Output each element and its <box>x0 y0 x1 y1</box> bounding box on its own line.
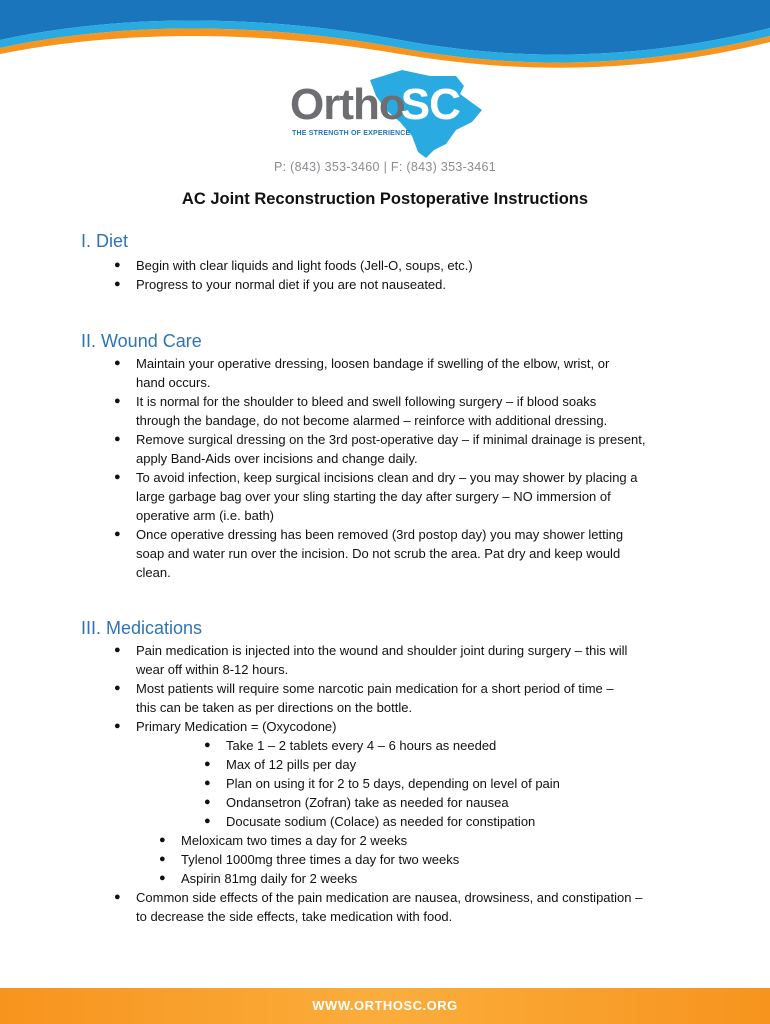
wound-care-item <box>114 468 696 525</box>
medication-text-line: wear off within 8-12 hours. <box>136 662 289 677</box>
medications-list <box>114 641 696 736</box>
wound-care-item <box>114 354 696 392</box>
wound-care-text-line: apply Band-Aids over incisions and change daily. <box>136 451 418 466</box>
bullet-icon: ● <box>159 834 166 846</box>
footer-bar <box>0 988 770 1024</box>
diet-text-line: Begin with clear liquids and light foods (Jell-O, soups, etc.) <box>136 258 473 273</box>
bullet-icon: ● <box>204 758 211 770</box>
wound-care-text-line: operative arm (i.e. bath) <box>136 508 275 523</box>
wound-care-text-line: soap and water run over the incision. Do not scrub the area. Pat dry and keep would <box>136 546 621 561</box>
wound-care-text-line: large garbage bag over your sling starting the day after surgery – NO immersion of <box>136 489 611 504</box>
bullet-icon: ● <box>204 815 211 827</box>
other-medication-text-line: Tylenol 1000mg three times a day for two weeks <box>181 852 460 867</box>
primary-medication-item <box>204 793 696 812</box>
wound-care-text-line: through the bandage, do not become alarmed – reinforce with additional dressing. <box>136 413 608 428</box>
wound-care-list <box>114 354 696 582</box>
diet-text-line: Progress to your normal diet if you are not nauseated. <box>136 277 447 292</box>
primary-medication-item <box>204 755 696 774</box>
footer-website-link[interactable]: WWW.ORTHOSC.ORG <box>312 998 458 1013</box>
medication-text-line: this can be taken as per directions on the bottle. <box>136 700 413 715</box>
side-effects-item <box>114 888 696 926</box>
bullet-icon: ● <box>114 433 121 445</box>
diet-item <box>114 256 696 275</box>
other-medications-list <box>159 831 681 888</box>
primary-medication-text-line: Max of 12 pills per day <box>226 757 357 772</box>
primary-medication-text-line: Ondansetron (Zofran) take as needed for nausea <box>226 795 509 810</box>
bullet-icon: ● <box>114 682 121 694</box>
bullet-icon: ● <box>204 796 211 808</box>
wound-care-text-line: Once operative dressing has been removed (3rd postop day) you may shower letting <box>136 527 624 542</box>
bullet-icon: ● <box>114 644 121 656</box>
side-effects-text-line: to decrease the side effects, take medication with food. <box>136 909 453 924</box>
bullet-icon: ● <box>114 278 121 290</box>
diet-list <box>114 256 696 294</box>
primary-medication-text-line: Plan on using it for 2 to 5 days, depending on level of pain <box>226 776 560 791</box>
bullet-icon: ● <box>114 395 121 407</box>
medication-text-line: Primary Medication = (Oxycodone) <box>136 719 337 734</box>
medication-item <box>114 717 696 736</box>
logo-tagline: THE STRENGTH OF EXPERIENCE <box>292 130 411 137</box>
wound-care-text-line: Maintain your operative dressing, loosen bandage if swelling of the elbow, wrist, or <box>136 356 610 371</box>
logo-wordmark: OrthoSC <box>290 80 460 129</box>
section-heading-medications: III. Medications <box>81 618 203 638</box>
bullet-icon: ● <box>114 259 121 271</box>
primary-medication-item <box>204 774 696 793</box>
orthosc-logo <box>288 66 488 162</box>
diet-item <box>114 275 696 294</box>
bullet-icon: ● <box>114 471 121 483</box>
wound-care-text-line: It is normal for the shoulder to bleed and swell following surgery – if blood soaks <box>136 394 597 409</box>
other-medication-text-line: Aspirin 81mg daily for 2 weeks <box>181 871 358 886</box>
section-heading-wound-care: II. Wound Care <box>81 331 202 351</box>
wound-care-item <box>114 525 696 582</box>
bullet-icon: ● <box>114 357 121 369</box>
bullet-icon: ● <box>159 853 166 865</box>
medication-item <box>114 679 696 717</box>
bullet-icon: ● <box>204 777 211 789</box>
wound-care-text-line: hand occurs. <box>136 375 211 390</box>
wound-care-text-line: clean. <box>136 565 171 580</box>
other-medication-item <box>159 831 681 850</box>
side-effects-text-line: Common side effects of the pain medication are nausea, drowsiness, and constipation – <box>136 890 643 905</box>
wound-care-text-line: Remove surgical dressing on the 3rd post-operative day – if minimal drainage is present, <box>136 432 646 447</box>
wound-care-text-line: To avoid infection, keep surgical incisions clean and dry – you may shower by placing a <box>136 470 638 485</box>
other-medication-text-line: Meloxicam two times a day for 2 weeks <box>181 833 408 848</box>
other-medication-item <box>159 850 681 869</box>
contact-info: P: (843) 353-3460 | F: (843) 353-3461 <box>273 160 497 174</box>
medication-item <box>114 641 696 679</box>
primary-medication-item <box>204 736 696 755</box>
bullet-icon: ● <box>114 891 121 903</box>
page-title: AC Joint Reconstruction Postoperative Instructions <box>181 190 589 208</box>
primary-medication-text-line: Docusate sodium (Colace) as needed for constipation <box>226 814 536 829</box>
primary-medication-text-line: Take 1 – 2 tablets every 4 – 6 hours as needed <box>226 738 497 753</box>
primary-medication-sublist <box>204 736 696 831</box>
bullet-icon: ● <box>114 720 121 732</box>
bullet-icon: ● <box>204 739 211 751</box>
section-heading-diet: I. Diet <box>81 231 129 251</box>
side-effects-list <box>114 888 696 926</box>
wound-care-item <box>114 430 696 468</box>
medication-text-line: Pain medication is injected into the wound and shoulder joint during surgery – this will <box>136 643 628 658</box>
wound-care-item <box>114 392 696 430</box>
medication-text-line: Most patients will require some narcotic pain medication for a short period of time – <box>136 681 614 696</box>
primary-medication-item <box>204 812 696 831</box>
other-medication-item <box>159 869 681 888</box>
bullet-icon: ● <box>114 528 121 540</box>
header-wave-graphic <box>0 0 770 70</box>
bullet-icon: ● <box>159 872 166 884</box>
